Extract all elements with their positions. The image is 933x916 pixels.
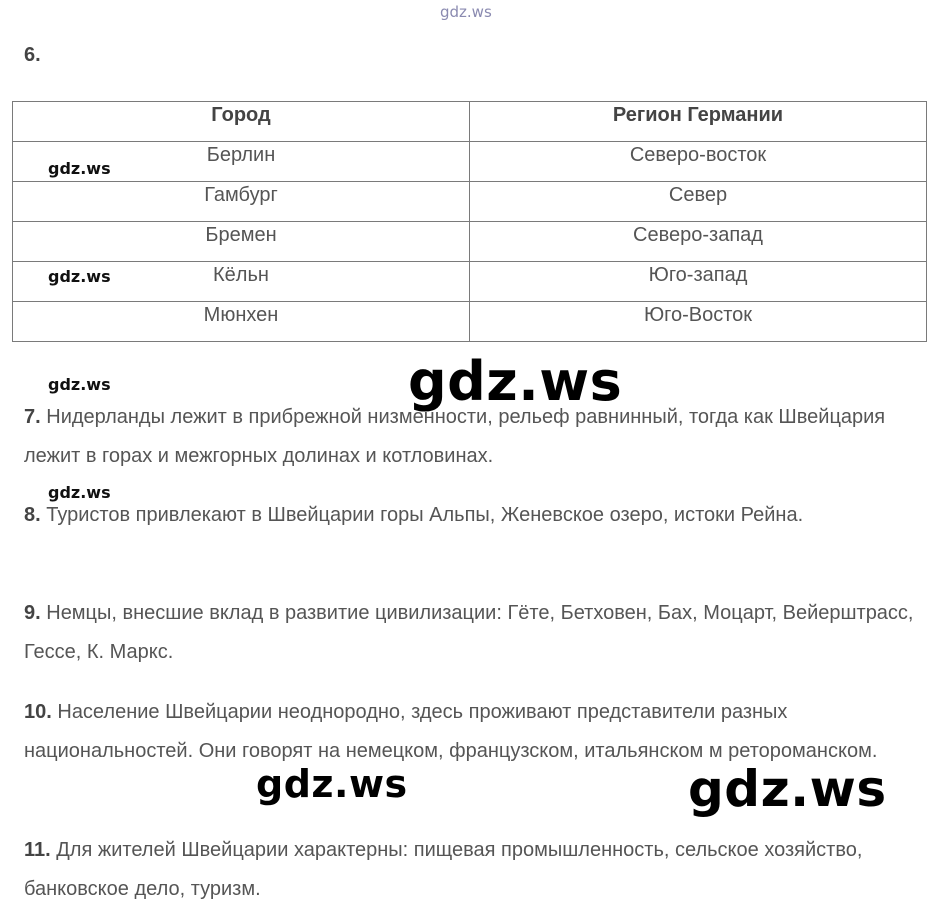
region-cell: Северо-запад xyxy=(470,222,927,262)
answer-text: Население Швейцарии неоднородно, здесь проживают представители разных национальностей. Они говорят на немецком, французском, итальянском м ретороманском. xyxy=(24,701,878,762)
table-row xyxy=(13,222,927,262)
city-cell: Бремен xyxy=(13,222,470,262)
answer-text: Немцы, внесшие вклад в развитие цивилизации: Гёте, Бетховен, Бах, Моцарт, Вейерштрасс, Гессе, К. Маркс. xyxy=(24,602,914,663)
answer-number: 7. xyxy=(24,406,41,428)
watermark-big: gdz.ws xyxy=(256,762,408,806)
answer-9 xyxy=(24,594,914,672)
answer-number: 10. xyxy=(24,701,52,723)
task-number-6: 6. xyxy=(24,44,41,66)
region-cell: Юго-Восток xyxy=(470,302,927,342)
city-cell: Гамбург xyxy=(13,182,470,222)
watermark-big: gdz.ws xyxy=(408,350,623,413)
watermark-small: gdz.ws xyxy=(48,483,111,502)
watermark-small: gdz.ws xyxy=(48,159,111,178)
table-header-row xyxy=(13,102,927,142)
region-cell: Север xyxy=(470,182,927,222)
header-region: Регион Германии xyxy=(470,102,927,142)
city-cell: Мюнхен xyxy=(13,302,470,342)
watermark-big: gdz.ws xyxy=(688,760,887,818)
watermark-top: gdz.ws xyxy=(440,3,492,21)
table-row xyxy=(13,182,927,222)
watermark-small: gdz.ws xyxy=(48,375,111,394)
watermark-small: gdz.ws xyxy=(48,267,111,286)
answer-text: Для жителей Швейцарии характерны: пищевая промышленность, сельское хозяйство, банковское дело, туризм. xyxy=(24,839,863,900)
table-row xyxy=(13,262,927,302)
region-cell: Северо-восток xyxy=(470,142,927,182)
city-cell: Берлин xyxy=(13,142,470,182)
answer-number: 9. xyxy=(24,602,41,624)
answer-text: Нидерланды лежит в прибрежной низменности, рельеф равнинный, тогда как Швейцария лежит в горах и межгорных долинах и котловинах. xyxy=(24,406,886,467)
answer-number: 8. xyxy=(24,504,41,526)
answer-8 xyxy=(24,496,914,535)
header-city: Город xyxy=(13,102,470,142)
answer-number: 11. xyxy=(24,839,51,861)
table-row xyxy=(13,302,927,342)
answer-11 xyxy=(24,831,914,909)
region-cell: Юго-запад xyxy=(470,262,927,302)
city-cell: Кёльн xyxy=(13,262,470,302)
answer-text: Туристов привлекают в Швейцарии горы Альпы, Женевское озеро, истоки Рейна. xyxy=(40,504,804,526)
cities-regions-table xyxy=(12,101,927,342)
table-row xyxy=(13,142,927,182)
